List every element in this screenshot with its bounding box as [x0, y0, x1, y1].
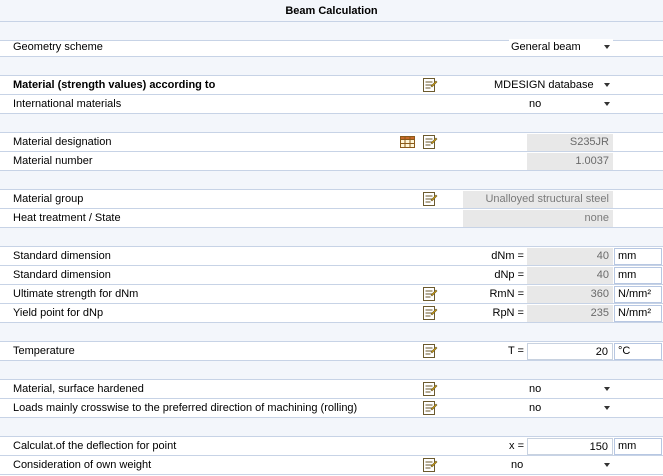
number-row — [0, 152, 663, 171]
page-title — [0, 0, 663, 22]
geometry-row — [0, 38, 663, 57]
note-icon[interactable] — [421, 286, 438, 302]
rmn-value: 360 — [527, 286, 613, 303]
group-value: Unalloyed structural steel — [463, 191, 613, 208]
surface-row — [0, 380, 663, 399]
chevron-down-icon — [604, 102, 610, 106]
geometry-value: General beam — [511, 41, 581, 53]
own-weight-row — [0, 456, 663, 475]
heat-row — [0, 209, 663, 228]
dnp-label: Standard dimension — [13, 269, 111, 281]
spacer-row — [0, 418, 663, 437]
note-icon[interactable] — [421, 305, 438, 321]
own-weight-value: no — [511, 459, 524, 471]
own-weight-label: Consideration of own weight — [13, 459, 152, 471]
surface-value: no — [529, 383, 542, 395]
group-row — [0, 190, 663, 209]
rpn-value: 235 — [527, 305, 613, 322]
temperature-symbol: T = — [507, 345, 524, 357]
rmn-row — [0, 285, 663, 304]
temperature-row — [0, 342, 663, 361]
chevron-down-icon — [604, 406, 610, 410]
spacer-row — [0, 228, 663, 247]
note-icon[interactable] — [421, 77, 438, 93]
dnm-symbol: dNm = — [491, 250, 524, 262]
geometry-label: Geometry scheme — [13, 41, 103, 53]
crosswise-dropdown[interactable] — [527, 400, 613, 417]
heat-value: none — [463, 210, 613, 227]
crosswise-label: Loads mainly crosswise to the preferred direction of machining (rolling) — [13, 402, 358, 414]
spacer-row — [0, 361, 663, 380]
chevron-down-icon — [604, 45, 610, 49]
dnp-symbol: dNp = — [494, 269, 524, 281]
rpn-symbol: RpN = — [492, 307, 524, 319]
spacer-row — [0, 171, 663, 190]
international-dropdown[interactable] — [527, 96, 613, 113]
heat-label: Heat treatment / State — [13, 212, 121, 224]
rpn-row — [0, 304, 663, 323]
temperature-unit: °C — [614, 343, 662, 360]
international-label: International materials — [13, 98, 122, 110]
chevron-down-icon — [604, 83, 610, 87]
rmn-label: Ultimate strength for dNm — [13, 288, 139, 300]
rmn-unit: N/mm² — [614, 286, 662, 303]
dnp-unit: mm — [614, 267, 662, 284]
note-icon[interactable] — [421, 343, 438, 359]
deflection-input[interactable]: 150 — [527, 438, 613, 455]
international-value: no — [529, 98, 542, 110]
rmn-symbol: RmN = — [489, 288, 524, 300]
spacer-row — [0, 323, 663, 342]
rpn-label: Yield point for dNp — [13, 307, 104, 319]
number-value: 1.0037 — [527, 153, 613, 170]
deflection-label: Calculat.of the deflection for point — [13, 440, 177, 452]
group-label: Material group — [13, 193, 84, 205]
material-source-row — [0, 76, 663, 95]
number-label: Material number — [13, 155, 93, 167]
material-source-label: Material (strength values) according to — [13, 79, 216, 91]
surface-label: Material, surface hardened — [13, 383, 144, 395]
temperature-label: Temperature — [13, 345, 75, 357]
dnm-label: Standard dimension — [13, 250, 111, 262]
dnm-value: 40 — [527, 248, 613, 265]
title-text: Beam Calculation — [285, 5, 378, 17]
geometry-dropdown[interactable] — [509, 39, 613, 56]
chevron-down-icon — [604, 463, 610, 467]
spacer-row — [0, 114, 663, 133]
designation-value: S235JR — [527, 134, 613, 151]
dnp-value: 40 — [527, 267, 613, 284]
spacer-row — [0, 57, 663, 76]
deflection-symbol: x = — [509, 440, 524, 452]
rpn-unit: N/mm² — [614, 305, 662, 322]
deflection-row — [0, 437, 663, 456]
crosswise-value: no — [529, 402, 542, 414]
table-icon[interactable] — [399, 134, 416, 150]
dnp-row — [0, 266, 663, 285]
deflection-unit: mm — [614, 438, 662, 455]
note-icon[interactable] — [421, 381, 438, 397]
material-source-value: MDESIGN database — [494, 79, 594, 91]
crosswise-row — [0, 399, 663, 418]
designation-row — [0, 133, 663, 152]
international-row — [0, 95, 663, 114]
dnm-unit: mm — [614, 248, 662, 265]
designation-label: Material designation — [13, 136, 112, 148]
own-weight-dropdown[interactable] — [509, 457, 613, 474]
material-source-dropdown[interactable] — [492, 77, 613, 94]
note-icon[interactable] — [421, 191, 438, 207]
dnm-row — [0, 247, 663, 266]
note-icon[interactable] — [421, 134, 438, 150]
surface-dropdown[interactable] — [527, 381, 613, 398]
note-icon[interactable] — [421, 400, 438, 416]
chevron-down-icon — [604, 387, 610, 391]
note-icon[interactable] — [421, 457, 438, 473]
temperature-input[interactable]: 20 — [527, 343, 613, 360]
